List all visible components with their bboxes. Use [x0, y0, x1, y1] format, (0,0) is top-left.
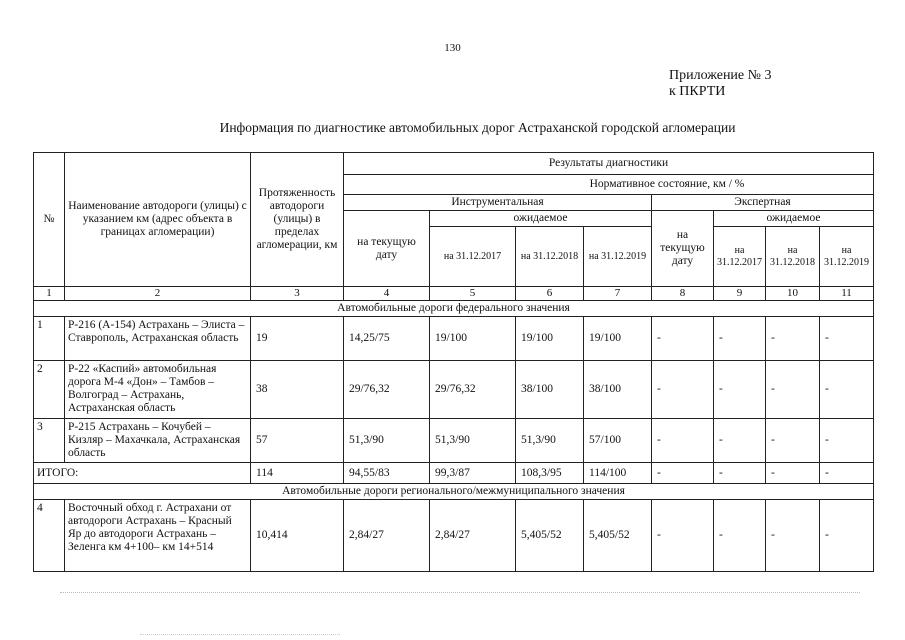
row-num: 2: [34, 361, 65, 419]
total-c11: -: [820, 463, 874, 484]
header-instr-expected: ожидаемое: [430, 211, 652, 227]
column-number: 1: [34, 287, 65, 301]
row-road-name: Р-22 «Каспий» автомобильная дорога М-4 «Дон» – Тамбов – Волгоград – Астрахань, Астраханская область: [65, 361, 251, 419]
row-c9: -: [714, 419, 766, 463]
column-number: 11: [820, 287, 874, 301]
page-number: 130: [444, 42, 461, 54]
table-row: [34, 419, 874, 463]
row-c9: -: [714, 317, 766, 361]
column-number: 8: [652, 287, 714, 301]
row-length: 19: [251, 317, 344, 361]
column-number: 9: [714, 287, 766, 301]
table-row: [34, 361, 874, 419]
column-number: 2: [65, 287, 251, 301]
header-results: Результаты диагностики: [344, 153, 874, 175]
section-title-federal: Автомобильные дороги федерального значения: [34, 301, 874, 317]
row-c9: -: [714, 500, 766, 572]
scan-artifact: [140, 634, 340, 636]
row-length: 38: [251, 361, 344, 419]
row-c8: -: [652, 419, 714, 463]
table-row: [34, 500, 874, 572]
section-row-federal: [34, 301, 874, 317]
header-instrumental: Инструментальная: [344, 195, 652, 211]
column-number: 3: [251, 287, 344, 301]
appendix-line-2: к ПКРТИ: [669, 84, 726, 99]
row-c4: 51,3/90: [344, 419, 430, 463]
row-num: 1: [34, 317, 65, 361]
column-numbers-row: [34, 287, 874, 301]
row-c5: 29/76,32: [430, 361, 516, 419]
row-c10: -: [766, 500, 820, 572]
row-c10: -: [766, 317, 820, 361]
section-row-regional: [34, 484, 874, 500]
header-instr-2017: на 31.12.2017: [430, 227, 516, 287]
header-instr-2018: на 31.12.2018: [516, 227, 584, 287]
row-c11: -: [820, 361, 874, 419]
row-c11: -: [820, 500, 874, 572]
row-c4: 29/76,32: [344, 361, 430, 419]
total-row: [34, 463, 874, 484]
row-num: 3: [34, 419, 65, 463]
total-c9: -: [714, 463, 766, 484]
table-row: [34, 317, 874, 361]
row-c4: 2,84/27: [344, 500, 430, 572]
row-road-name: Восточный обход г. Астрахани от автодороги Астрахань – Красный Яр до автодороги Астрахань – Зеленга км 4+100– км 14+514: [65, 500, 251, 572]
row-c6: 5,405/52: [516, 500, 584, 572]
row-c7: 57/100: [584, 419, 652, 463]
row-c9: -: [714, 361, 766, 419]
section-title-regional: Автомобильные дороги регионального/межмуниципального значения: [34, 484, 874, 500]
header-expert-expected: ожидаемое: [714, 211, 874, 227]
total-c8: -: [652, 463, 714, 484]
header-expert-2019: на 31.12.2019: [820, 227, 874, 287]
row-c11: -: [820, 317, 874, 361]
row-length: 57: [251, 419, 344, 463]
column-number: 5: [430, 287, 516, 301]
column-number: 4: [344, 287, 430, 301]
row-c7: 19/100: [584, 317, 652, 361]
header-expert-2017: на 31.12.2017: [714, 227, 766, 287]
row-c7: 38/100: [584, 361, 652, 419]
header-road-name: Наименование автодороги (улицы) с указанием км (адрес объекта в границах агломерации): [65, 153, 251, 287]
appendix-label: [669, 68, 772, 100]
total-c10: -: [766, 463, 820, 484]
header-expert: Экспертная: [652, 195, 874, 211]
row-c7: 5,405/52: [584, 500, 652, 572]
header-length: Протяженность автодороги (улицы) в пределах агломерации, км: [251, 153, 344, 287]
total-c7: 114/100: [584, 463, 652, 484]
row-c5: 19/100: [430, 317, 516, 361]
document-title: Информация по диагностике автомобильных дорог Астраханской городской агломерации: [219, 120, 736, 135]
row-c5: 2,84/27: [430, 500, 516, 572]
row-c11: -: [820, 419, 874, 463]
total-c4: 94,55/83: [344, 463, 430, 484]
total-c5: 99,3/87: [430, 463, 516, 484]
row-c6: 38/100: [516, 361, 584, 419]
row-c5: 51,3/90: [430, 419, 516, 463]
row-road-name: Р-216 (А-154) Астрахань – Элиста – Ставрополь, Астраханская область: [65, 317, 251, 361]
header-num: №: [34, 153, 65, 287]
column-number: 7: [584, 287, 652, 301]
header-expert-2018: на 31.12.2018: [766, 227, 820, 287]
row-c4: 14,25/75: [344, 317, 430, 361]
appendix-line-1: Приложение № 3: [669, 68, 772, 83]
row-c8: -: [652, 361, 714, 419]
header-expert-current: на текущую дату: [652, 211, 714, 287]
row-road-name: Р-215 Астрахань – Кочубей – Кизляр – Махачкала, Астраханская область: [65, 419, 251, 463]
total-c6: 108,3/95: [516, 463, 584, 484]
row-c8: -: [652, 317, 714, 361]
total-label: ИТОГО:: [34, 463, 251, 484]
row-length: 10,414: [251, 500, 344, 572]
row-c6: 51,3/90: [516, 419, 584, 463]
header-instr-current: на текущую дату: [344, 211, 430, 287]
column-number: 10: [766, 287, 820, 301]
row-c6: 19/100: [516, 317, 584, 361]
row-c10: -: [766, 361, 820, 419]
header-instr-2019: на 31.12.2019: [584, 227, 652, 287]
total-length: 114: [251, 463, 344, 484]
row-num: 4: [34, 500, 65, 572]
scan-artifact: [60, 592, 860, 594]
row-c10: -: [766, 419, 820, 463]
row-c8: -: [652, 500, 714, 572]
diagnostics-table: [33, 152, 874, 572]
header-normative: Нормативное состояние, км / %: [344, 175, 874, 195]
column-number: 6: [516, 287, 584, 301]
